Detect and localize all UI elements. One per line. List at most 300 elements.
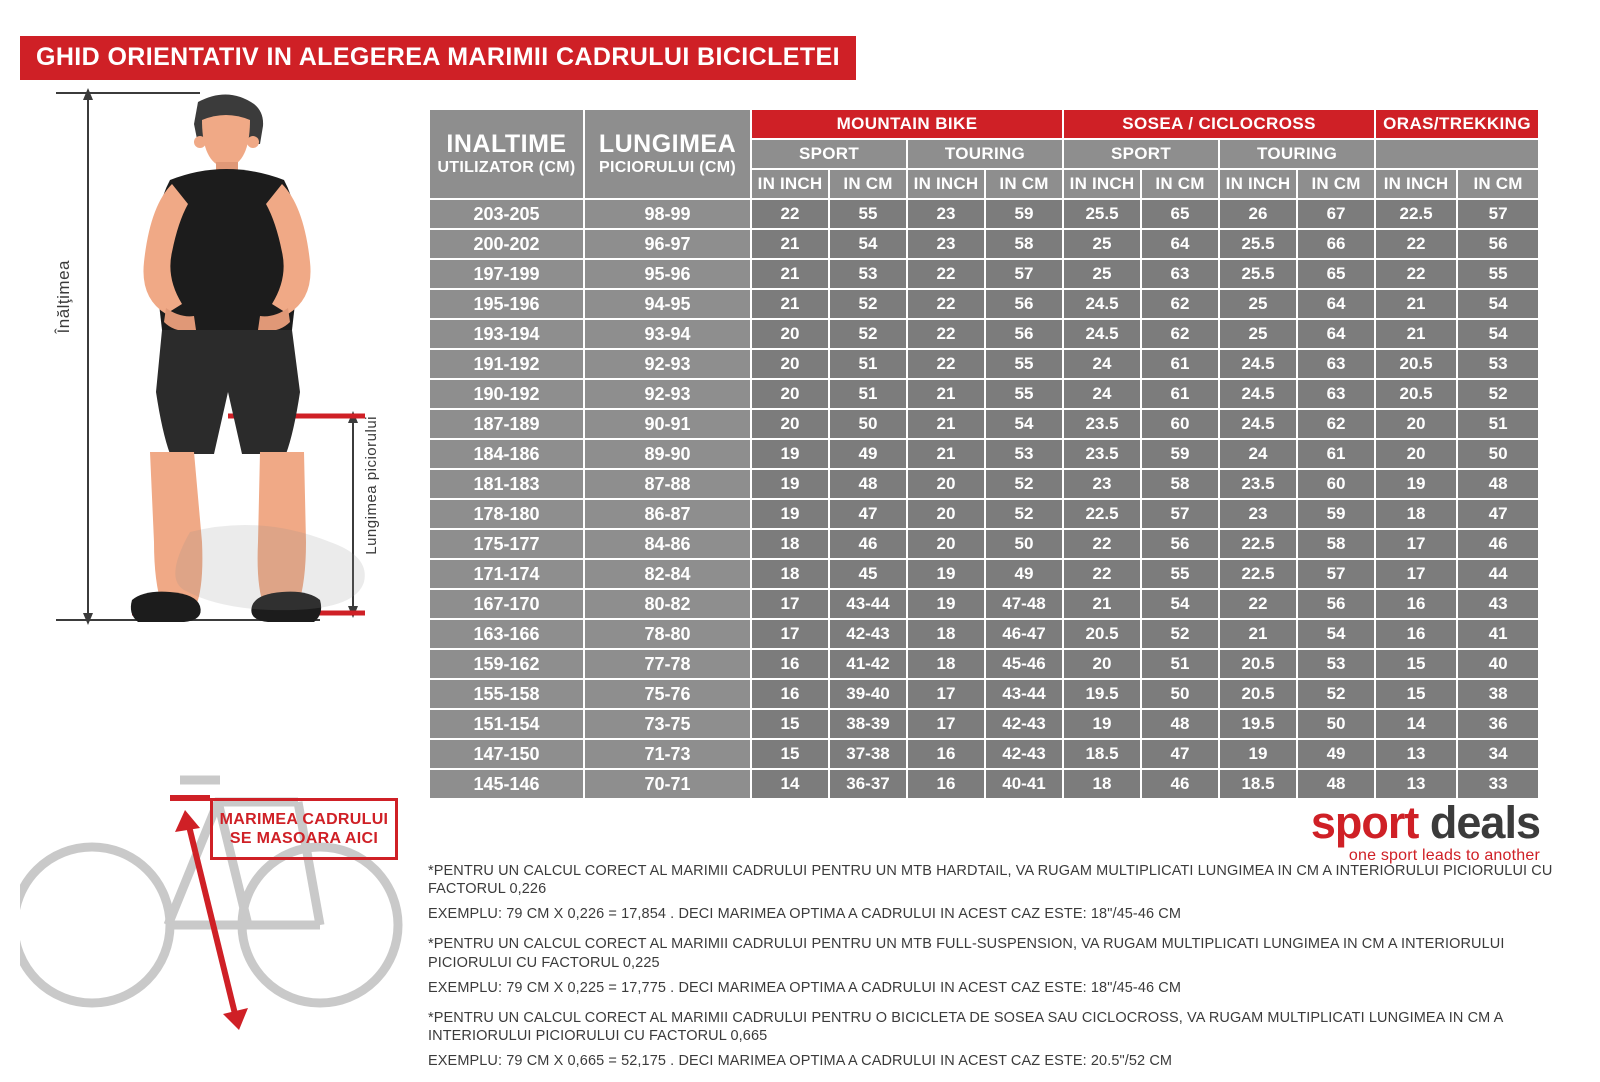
cell-frame-size: 22 [751,199,829,229]
cell-frame-size: 54 [1141,589,1219,619]
cell-frame-size: 24.5 [1219,349,1297,379]
cell-user-height: 178-180 [429,499,584,529]
cell-frame-size: 21 [907,379,985,409]
cell-frame-size: 25 [1063,229,1141,259]
cell-frame-size: 22 [907,259,985,289]
cell-leg-length: 70-71 [584,769,751,799]
cell-frame-size: 19 [751,439,829,469]
cell-frame-size: 16 [1375,619,1457,649]
cell-frame-size: 42-43 [985,739,1063,769]
table-row [429,379,1539,409]
cell-frame-size: 18 [1063,769,1141,799]
cell-leg-length: 80-82 [584,589,751,619]
cell-frame-size: 56 [1141,529,1219,559]
cell-frame-size: 40-41 [985,769,1063,799]
cell-frame-size: 33 [1457,769,1539,799]
cell-frame-size: 50 [1141,679,1219,709]
cell-leg-length: 75-76 [584,679,751,709]
illustration-panel [20,80,420,1040]
cell-user-height: 155-158 [429,679,584,709]
table-row [429,529,1539,559]
cell-frame-size: 25.5 [1219,229,1297,259]
cell-frame-size: 55 [985,379,1063,409]
cell-leg-length: 90-91 [584,409,751,439]
cell-frame-size: 20.5 [1375,349,1457,379]
cell-frame-size: 22 [1063,529,1141,559]
table-body [429,199,1539,799]
cell-frame-size: 22 [907,349,985,379]
header-height-small: UTILIZATOR (CM) [437,158,576,176]
cell-frame-size: 52 [829,319,907,349]
table-row [429,739,1539,769]
cell-frame-size: 22.5 [1375,199,1457,229]
cell-frame-size: 18.5 [1219,769,1297,799]
cell-frame-size: 41 [1457,619,1539,649]
size-table-container [428,108,1538,800]
cell-user-height: 163-166 [429,619,584,649]
cell-frame-size: 17 [751,619,829,649]
cell-frame-size: 51 [829,379,907,409]
cell-frame-size: 61 [1297,439,1375,469]
cell-frame-size: 49 [1297,739,1375,769]
cell-frame-size: 14 [1375,709,1457,739]
cell-leg-length: 94-95 [584,289,751,319]
header-leg-small: PICIORULUI (CM) [599,158,736,176]
cell-user-height: 167-170 [429,589,584,619]
cell-frame-size: 44 [1457,559,1539,589]
leg-dimension-label: Lungimea piciorului [363,416,380,555]
cell-frame-size: 55 [1457,259,1539,289]
cell-frame-size: 65 [1141,199,1219,229]
cell-frame-size: 13 [1375,739,1457,769]
cell-frame-size: 17 [1375,559,1457,589]
header-height [429,109,584,199]
cell-frame-size: 20 [751,379,829,409]
cell-frame-size: 24 [1063,379,1141,409]
cell-frame-size: 54 [829,229,907,259]
cell-user-height: 147-150 [429,739,584,769]
cell-frame-size: 45-46 [985,649,1063,679]
cell-user-height: 145-146 [429,769,584,799]
cell-frame-size: 22 [1375,229,1457,259]
cell-frame-size: 58 [1297,529,1375,559]
cell-user-height: 175-177 [429,529,584,559]
cell-frame-size: 16 [1375,589,1457,619]
cell-frame-size: 51 [1457,409,1539,439]
cell-frame-size: 19 [907,589,985,619]
cell-frame-size: 62 [1141,289,1219,319]
unit-city-cm: IN CM [1457,169,1539,199]
cell-frame-size: 19.5 [1219,709,1297,739]
cell-frame-size: 25.5 [1063,199,1141,229]
cell-frame-size: 15 [751,709,829,739]
cell-frame-size: 42-43 [985,709,1063,739]
cell-frame-size: 50 [1297,709,1375,739]
footnotes [428,862,1558,1082]
cell-frame-size: 18 [907,619,985,649]
frame-size-note [210,798,398,860]
cell-frame-size: 55 [1141,559,1219,589]
cell-frame-size: 20 [751,349,829,379]
subcategory-city-blank [1375,139,1539,169]
cell-frame-size: 42-43 [829,619,907,649]
cell-frame-size: 48 [1297,769,1375,799]
footnote-2: *PENTRU UN CALCUL CORECT AL MARIMII CADRULUI PENTRU UN MTB FULL-SUSPENSION, VA RUGAM MULTIPLICATI LUNGIMEA IN CM A INTERIORULUI PICIORULUI CU FACTORUL 0,225 [428,936,1505,971]
cell-frame-size: 20 [907,499,985,529]
cell-frame-size: 59 [985,199,1063,229]
cell-frame-size: 48 [829,469,907,499]
cell-leg-length: 82-84 [584,559,751,589]
cell-frame-size: 46-47 [985,619,1063,649]
cell-frame-size: 22 [907,289,985,319]
cell-frame-size: 20 [1375,409,1457,439]
cell-frame-size: 60 [1141,409,1219,439]
table-row [429,499,1539,529]
unit-road-touring-inch: IN INCH [1219,169,1297,199]
cell-frame-size: 24 [1219,439,1297,469]
subcategory-mtb-sport: SPORT [751,139,907,169]
cell-user-height: 203-205 [429,199,584,229]
logo-word-deals: deals [1429,797,1540,848]
footnote-example-2: EXEMPLU: 79 CM X 0,225 = 17,775 . DECI MARIMEA OPTIMA A CADRULUI IN ACEST CAZ ESTE: 18"/45-46 CM [428,979,1182,996]
cell-frame-size: 25 [1219,319,1297,349]
unit-road-touring-cm: IN CM [1297,169,1375,199]
table-row [429,439,1539,469]
cell-frame-size: 64 [1141,229,1219,259]
cell-frame-size: 16 [751,649,829,679]
subcategory-road-sport: SPORT [1063,139,1219,169]
cell-frame-size: 52 [985,499,1063,529]
cell-frame-size: 25.5 [1219,259,1297,289]
cell-frame-size: 23 [1063,469,1141,499]
cell-frame-size: 17 [751,589,829,619]
cell-user-height: 184-186 [429,439,584,469]
cell-frame-size: 56 [985,319,1063,349]
cell-frame-size: 24.5 [1219,409,1297,439]
cell-frame-size: 20.5 [1219,679,1297,709]
cell-frame-size: 54 [1297,619,1375,649]
cell-frame-size: 24.5 [1063,319,1141,349]
cell-frame-size: 54 [1457,319,1539,349]
subcategory-road-touring: TOURING [1219,139,1375,169]
unit-mtb-touring-cm: IN CM [985,169,1063,199]
cell-frame-size: 23 [907,199,985,229]
cell-frame-size: 21 [1219,619,1297,649]
cell-frame-size: 48 [1141,709,1219,739]
cell-frame-size: 20.5 [1375,379,1457,409]
size-table [428,108,1540,800]
header-leg-big: LUNGIMEA [598,130,737,159]
cell-leg-length: 92-93 [584,349,751,379]
cell-frame-size: 16 [907,769,985,799]
cell-frame-size: 63 [1141,259,1219,289]
cell-frame-size: 22 [1063,559,1141,589]
table-header-row-categories [429,109,1539,139]
cell-frame-size: 24.5 [1219,379,1297,409]
cell-frame-size: 63 [1297,349,1375,379]
cell-leg-length: 87-88 [584,469,751,499]
cell-frame-size: 13 [1375,769,1457,799]
cell-frame-size: 21 [1375,319,1457,349]
cell-frame-size: 23 [907,229,985,259]
header-height-big: INALTIME [446,130,567,159]
table-row [429,619,1539,649]
table-row [429,259,1539,289]
table-row [429,649,1539,679]
cell-leg-length: 95-96 [584,259,751,289]
cell-frame-size: 47-48 [985,589,1063,619]
table-row [429,589,1539,619]
cell-frame-size: 49 [985,559,1063,589]
cell-frame-size: 24.5 [1063,289,1141,319]
cell-leg-length: 89-90 [584,439,751,469]
cell-frame-size: 19 [907,559,985,589]
cell-frame-size: 52 [1457,379,1539,409]
footnote-1: *PENTRU UN CALCUL CORECT AL MARIMII CADRULUI PENTRU UN MTB HARDTAIL, VA RUGAM MULTIPLICATI LUNGIMEA IN CM A INTERIORULUI PICIORULUI CU FACTORUL 0,226 [428,863,1553,898]
cell-frame-size: 22.5 [1219,559,1297,589]
cell-frame-size: 62 [1141,319,1219,349]
cell-frame-size: 51 [1141,649,1219,679]
table-row [429,709,1539,739]
table-row [429,769,1539,799]
cell-frame-size: 17 [1375,529,1457,559]
category-mountain-bike: MOUNTAIN BIKE [751,109,1063,139]
cell-frame-size: 43-44 [985,679,1063,709]
cell-frame-size: 20 [907,529,985,559]
cell-frame-size: 51 [829,349,907,379]
cell-frame-size: 23.5 [1219,469,1297,499]
cell-frame-size: 57 [1457,199,1539,229]
cell-frame-size: 49 [829,439,907,469]
unit-road-sport-cm: IN CM [1141,169,1219,199]
cell-frame-size: 22 [1219,589,1297,619]
table-row [429,469,1539,499]
cell-frame-size: 64 [1297,289,1375,319]
cell-frame-size: 20 [751,409,829,439]
cell-frame-size: 50 [829,409,907,439]
cell-leg-length: 92-93 [584,379,751,409]
cell-frame-size: 67 [1297,199,1375,229]
logo-word-sport: sport [1310,797,1419,848]
subcategory-mtb-touring: TOURING [907,139,1063,169]
cell-frame-size: 40 [1457,649,1539,679]
category-road-cyclocross: SOSEA / CICLOCROSS [1063,109,1375,139]
cell-leg-length: 71-73 [584,739,751,769]
cell-frame-size: 54 [1457,289,1539,319]
cell-frame-size: 56 [985,289,1063,319]
cell-frame-size: 20 [751,319,829,349]
cell-frame-size: 24 [1063,349,1141,379]
cell-frame-size: 21 [751,259,829,289]
header-leg [584,109,751,199]
cell-frame-size: 19 [1375,469,1457,499]
cell-user-height: 181-183 [429,469,584,499]
cell-frame-size: 22.5 [1063,499,1141,529]
cell-frame-size: 20 [1375,439,1457,469]
cell-frame-size: 55 [829,199,907,229]
cell-frame-size: 18.5 [1063,739,1141,769]
frame-size-note-line2: SE MASOARA AICI [229,830,379,848]
cell-frame-size: 48 [1457,469,1539,499]
category-city-trekking: ORAS/TREKKING [1375,109,1539,139]
cell-frame-size: 54 [985,409,1063,439]
cell-frame-size: 38-39 [829,709,907,739]
cell-frame-size: 17 [907,679,985,709]
cell-frame-size: 39-40 [829,679,907,709]
unit-city-inch: IN INCH [1375,169,1457,199]
cell-frame-size: 21 [1063,589,1141,619]
cell-frame-size: 19 [1063,709,1141,739]
cell-frame-size: 50 [1457,439,1539,469]
cell-frame-size: 36 [1457,709,1539,739]
cell-frame-size: 16 [907,739,985,769]
unit-mtb-sport-inch: IN INCH [751,169,829,199]
cell-user-height: 195-196 [429,289,584,319]
cell-frame-size: 25 [1219,289,1297,319]
footnote-example-1: EXEMPLU: 79 CM X 0,226 = 17,854 . DECI MARIMEA OPTIMA A CADRULUI IN ACEST CAZ ESTE: 18"/45-46 CM [428,906,1182,923]
cell-user-height: 151-154 [429,709,584,739]
cell-frame-size: 23.5 [1063,439,1141,469]
cell-frame-size: 18 [751,529,829,559]
cell-frame-size: 21 [751,289,829,319]
cell-frame-size: 15 [1375,649,1457,679]
cell-user-height: 159-162 [429,649,584,679]
table-row [429,229,1539,259]
frame-size-note-line1: MARIMEA CADRULUI [219,811,389,828]
cell-frame-size: 20 [907,469,985,499]
cell-frame-size: 25 [1063,259,1141,289]
cell-frame-size: 21 [907,409,985,439]
cell-frame-size: 66 [1297,229,1375,259]
cell-frame-size: 16 [751,679,829,709]
cell-leg-length: 77-78 [584,649,751,679]
cell-frame-size: 15 [1375,679,1457,709]
table-row [429,289,1539,319]
cell-frame-size: 63 [1297,379,1375,409]
cell-leg-length: 98-99 [584,199,751,229]
cell-frame-size: 50 [985,529,1063,559]
cell-frame-size: 23 [1219,499,1297,529]
cell-frame-size: 41-42 [829,649,907,679]
cell-frame-size: 58 [1141,469,1219,499]
cell-frame-size: 52 [1297,679,1375,709]
cell-frame-size: 56 [1297,589,1375,619]
footnote-example-3: EXEMPLU: 79 CM X 0,665 = 52,175 . DECI MARIMEA OPTIMA A CADRULUI IN ACEST CAZ ESTE: 20.5"/52 CM [428,1053,1173,1069]
cell-frame-size: 34 [1457,739,1539,769]
cell-leg-length: 78-80 [584,619,751,649]
footnote-3: *PENTRU UN CALCUL CORECT AL MARIMII CADRULUI PENTRU O BICICLETA DE SOSEA SAU CICLOCROSS, VA RUGAM MULTIPLICATI LUNGIMEA IN CM A INTERIORULUI PICIORULUI CU FACTORUL 0,665 [428,1009,1503,1044]
cell-frame-size: 19 [1219,739,1297,769]
cell-frame-size: 38 [1457,679,1539,709]
cell-frame-size: 43-44 [829,589,907,619]
cell-frame-size: 52 [829,289,907,319]
cell-frame-size: 46 [1457,529,1539,559]
cell-frame-size: 47 [1457,499,1539,529]
cell-frame-size: 18 [751,559,829,589]
cell-user-height: 190-192 [429,379,584,409]
cell-frame-size: 57 [1297,559,1375,589]
body-and-bike-graphic [20,80,420,1040]
cell-frame-size: 46 [829,529,907,559]
cell-frame-size: 20 [1063,649,1141,679]
cell-user-height: 187-189 [429,409,584,439]
cell-frame-size: 36-37 [829,769,907,799]
cell-frame-size: 53 [1457,349,1539,379]
cell-frame-size: 53 [985,439,1063,469]
logo-tagline: one sport leads to another [1348,847,1540,864]
cell-frame-size: 62 [1297,409,1375,439]
cell-frame-size: 53 [829,259,907,289]
cell-frame-size: 61 [1141,379,1219,409]
cell-frame-size: 23.5 [1063,409,1141,439]
cell-user-height: 197-199 [429,259,584,289]
cell-frame-size: 21 [1375,289,1457,319]
cell-frame-size: 53 [1297,649,1375,679]
cell-user-height: 191-192 [429,349,584,379]
cell-frame-size: 19 [751,499,829,529]
cell-frame-size: 60 [1297,469,1375,499]
table-header [429,109,1539,199]
table-row [429,409,1539,439]
cell-frame-size: 22 [907,319,985,349]
cell-frame-size: 20.5 [1063,619,1141,649]
cell-frame-size: 46 [1141,769,1219,799]
cell-leg-length: 73-75 [584,709,751,739]
cell-frame-size: 57 [1141,499,1219,529]
cell-frame-size: 59 [1141,439,1219,469]
cell-frame-size: 18 [907,649,985,679]
cell-user-height: 200-202 [429,229,584,259]
cell-frame-size: 52 [1141,619,1219,649]
cell-frame-size: 19.5 [1063,679,1141,709]
cell-frame-size: 26 [1219,199,1297,229]
unit-mtb-sport-cm: IN CM [829,169,907,199]
cell-frame-size: 47 [829,499,907,529]
cell-frame-size: 58 [985,229,1063,259]
cell-frame-size: 64 [1297,319,1375,349]
cell-frame-size: 37-38 [829,739,907,769]
cell-leg-length: 86-87 [584,499,751,529]
table-row [429,319,1539,349]
cell-frame-size: 57 [985,259,1063,289]
cell-leg-length: 93-94 [584,319,751,349]
cell-frame-size: 19 [751,469,829,499]
cell-frame-size: 59 [1297,499,1375,529]
cell-frame-size: 61 [1141,349,1219,379]
cell-frame-size: 18 [1375,499,1457,529]
cell-user-height: 171-174 [429,559,584,589]
cell-frame-size: 22.5 [1219,529,1297,559]
table-row [429,199,1539,229]
cell-frame-size: 45 [829,559,907,589]
unit-road-sport-inch: IN INCH [1063,169,1141,199]
table-row [429,679,1539,709]
brand-logo [1200,797,1540,865]
cell-frame-size: 21 [751,229,829,259]
table-row [429,559,1539,589]
cell-frame-size: 52 [985,469,1063,499]
cell-frame-size: 20.5 [1219,649,1297,679]
cell-frame-size: 15 [751,739,829,769]
logo-words [1200,797,1540,848]
cell-frame-size: 14 [751,769,829,799]
cell-frame-size: 56 [1457,229,1539,259]
cell-frame-size: 43 [1457,589,1539,619]
table-row [429,349,1539,379]
cell-leg-length: 96-97 [584,229,751,259]
cell-frame-size: 65 [1297,259,1375,289]
cell-frame-size: 17 [907,709,985,739]
